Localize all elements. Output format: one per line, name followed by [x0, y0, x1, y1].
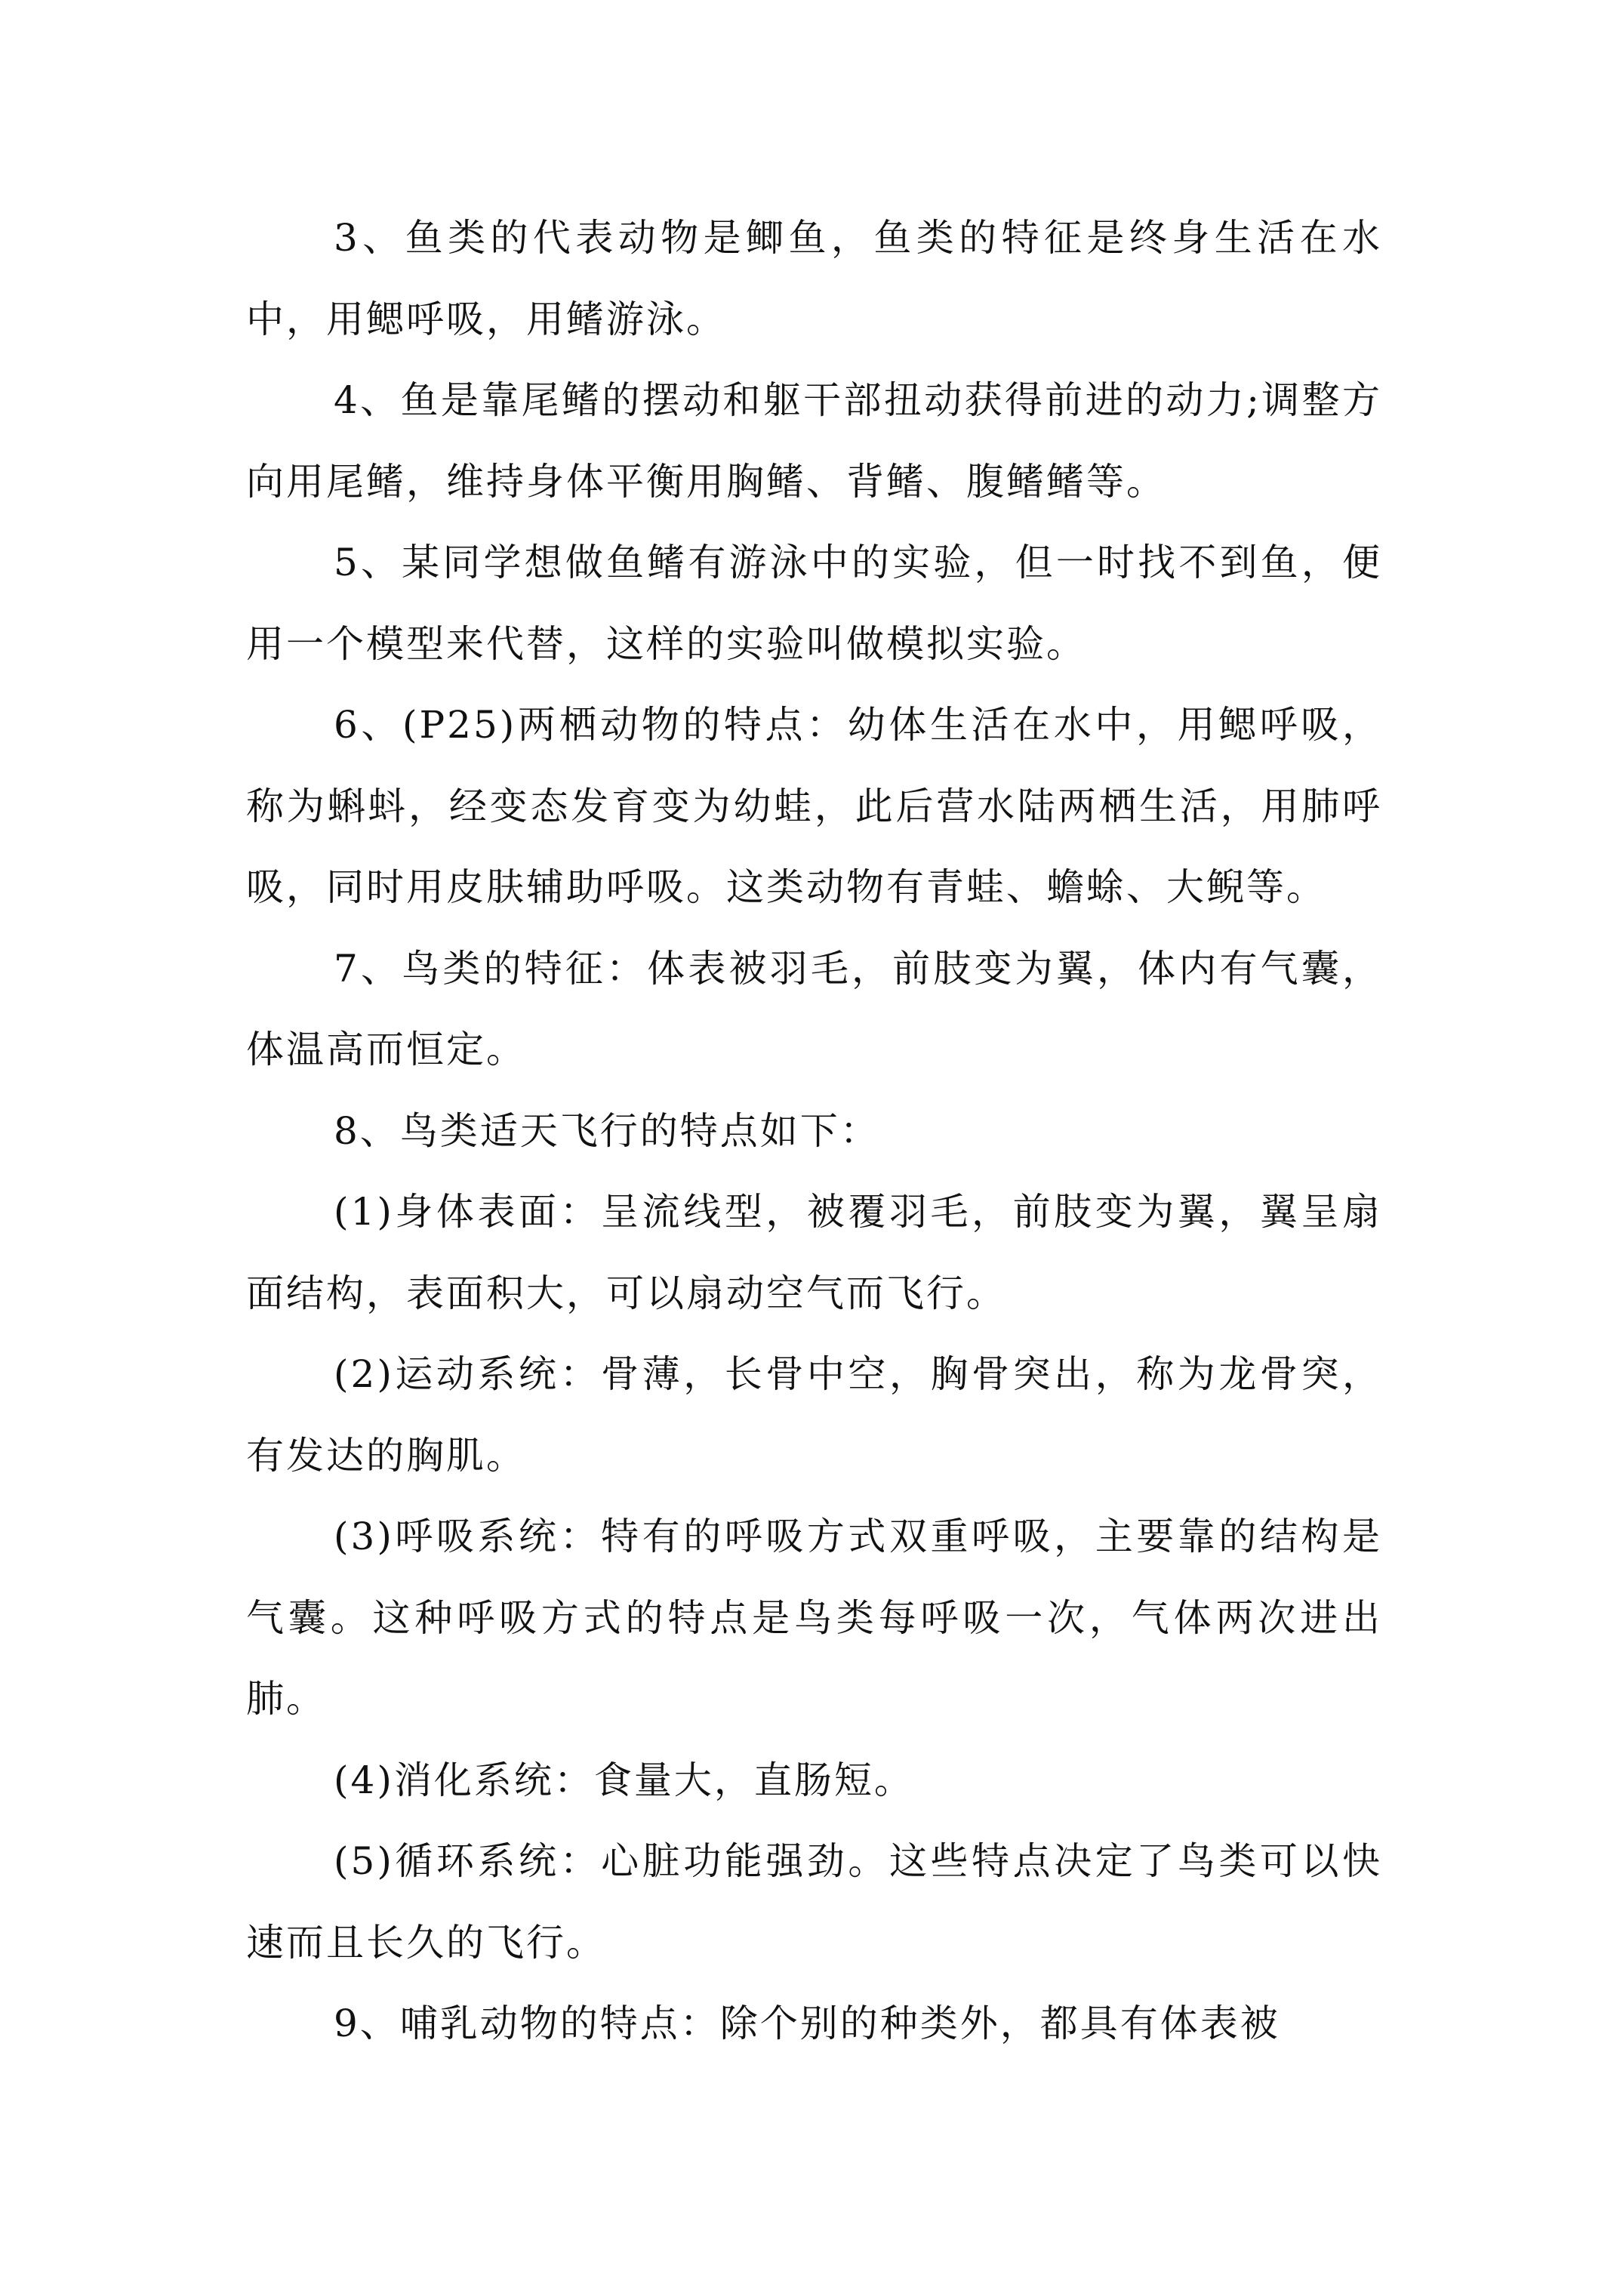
document-body: [246, 198, 1382, 2065]
paragraph-item-3: 3、鱼类的代表动物是鲫鱼，鱼类的特征是终身生活在水中，用鳃呼吸，用鳍游泳。: [246, 216, 1382, 341]
paragraph-subitem-4: (4)消化系统：食量大，直肠短。: [334, 1758, 914, 1802]
paragraph-item-7: 7、鸟类的特征：体表被羽毛，前肢变为翼，体内有气囊，体温高而恒定。: [246, 946, 1382, 1071]
paragraph-item-5: 5、某同学想做鱼鳍有游泳中的实验，但一时找不到鱼，便用一个模型来代替，这样的实验叫做模拟实验。: [246, 541, 1382, 666]
paragraph-subitem-2: (2)运动系统：骨薄，长骨中空，胸骨突出，称为龙骨突，有发达的胸肌。: [246, 1352, 1382, 1478]
paragraph-subitem-5: (5)循环系统：心脏功能强劲。这些特点决定了鸟类可以快速而且长久的飞行。: [246, 1839, 1382, 1965]
paragraph-item-8: 8、鸟类适天飞行的特点如下：: [334, 1108, 880, 1153]
paragraph-item-6: 6、(P25)两栖动物的特点：幼体生活在水中，用鳃呼吸，称为蝌蚪，经变态发育变为幼蛙，此后营水陆两栖生活，用肺呼吸，同时用皮肤辅助呼吸。这类动物有青蛙、蟾蜍、大鲵等。: [246, 703, 1382, 909]
paragraph-item-9: 9、哺乳动物的特点：除个别的种类外，都具有体表被: [334, 2002, 1280, 2045]
paragraph-subitem-3: (3)呼吸系统：特有的呼吸方式双重呼吸，主要靠的结构是气囊。这种呼吸方式的特点是鸟类每呼吸一次，气体两次进出肺。: [246, 1515, 1382, 1721]
paragraph-item-4: 4、鱼是靠尾鳍的摆动和躯干部扭动获得前进的动力;调整方向用尾鳍，维持身体平衡用胸鳍、背鳍、腹鳍鳍等。: [246, 378, 1382, 504]
paragraph-subitem-1: (1)身体表面：呈流线型，被覆羽毛，前肢变为翼，翼呈扇面结构，表面积大，可以扇动空气而飞行。: [246, 1190, 1382, 1315]
